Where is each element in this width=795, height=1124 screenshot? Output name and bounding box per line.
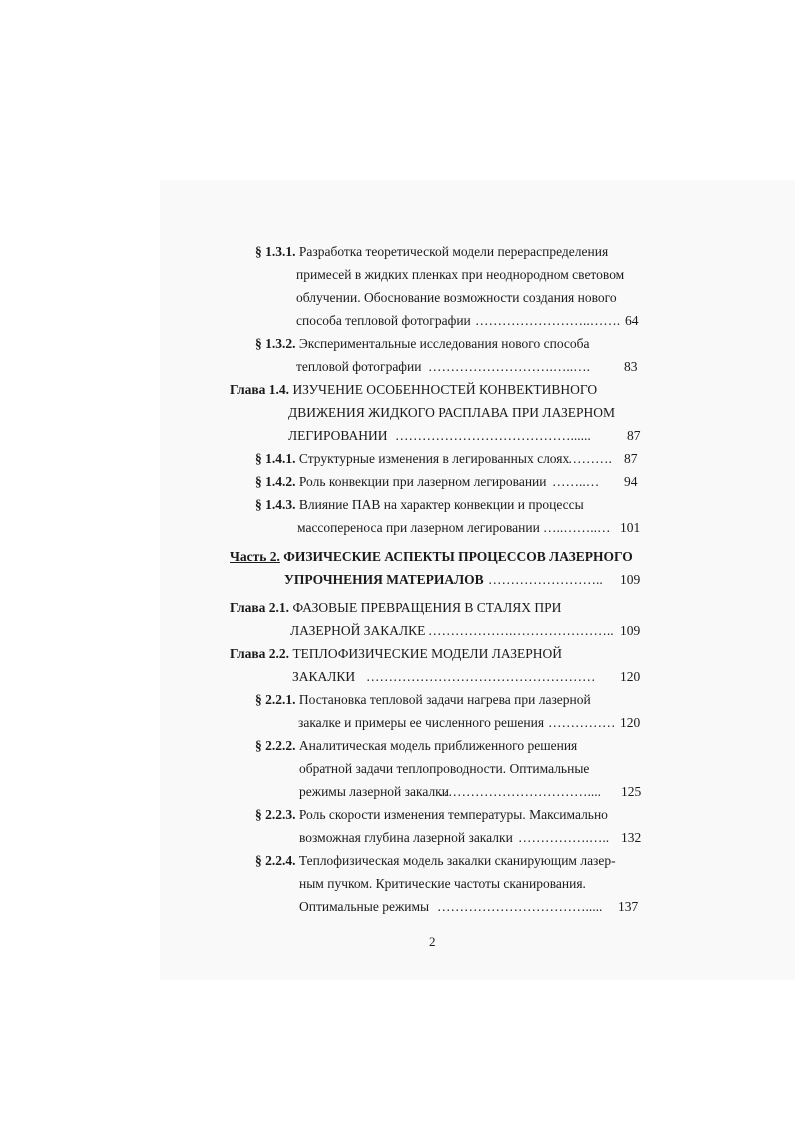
toc-leader-dots: …………………….. xyxy=(488,572,603,587)
toc-part-2-line1 xyxy=(230,545,633,568)
section-title-cont: облучении. Обоснование возможности создания нового xyxy=(296,290,617,305)
page-number: 2 xyxy=(429,934,436,949)
toc-leader-dots: …………… xyxy=(548,715,616,730)
toc-chapter-2-1-line1 xyxy=(230,596,561,619)
chapter-title-cont: ЛЕГИРОВАНИИ xyxy=(288,428,388,443)
section-number: § 1.4.3. xyxy=(255,497,296,512)
toc-entry-2-2-2-line3 xyxy=(299,780,449,803)
part-title-cont: УПРОЧНЕНИЯ МАТЕРИАЛОВ xyxy=(284,572,484,587)
section-title-cont: закалке и примеры ее численного решения xyxy=(298,715,545,730)
section-number: § 1.3.2. xyxy=(255,336,296,351)
section-title-cont: тепловой фотографии xyxy=(296,359,422,374)
toc-entry-1-4-3-line1 xyxy=(255,493,584,516)
chapter-title: ФАЗОВЫЕ ПРЕВРАЩЕНИЯ В СТАЛЯХ ПРИ xyxy=(292,600,562,615)
section-title-cont: ным пучком. Критические частоты сканирования. xyxy=(299,876,586,891)
toc-leader-dots: ……………………..……. xyxy=(475,313,621,328)
section-title: Постановка тепловой задачи нагрева при лазерной xyxy=(298,692,591,707)
toc-leader-dots: …………………………….... xyxy=(439,784,601,799)
toc-entry-2-2-2-line2 xyxy=(299,757,589,780)
section-number: § 1.4.2. xyxy=(255,474,296,489)
section-title-cont: способа тепловой фотографии xyxy=(296,313,471,328)
section-title: Влияние ПАВ на характер конвекции и процессы xyxy=(298,497,584,512)
toc-page-number: 83 xyxy=(624,359,638,374)
section-number: § 2.2.3. xyxy=(255,807,296,822)
toc-page-number: 137 xyxy=(618,899,639,914)
toc-page-number: 109 xyxy=(620,623,641,638)
toc-entry-2-2-4-line1 xyxy=(255,849,616,872)
toc-leader-dots: ……………….………………….. xyxy=(428,623,614,638)
toc-leader-dots: …………….….. xyxy=(518,830,610,845)
toc-leader-dots: ……..… xyxy=(552,474,600,489)
toc-entry-1-3-2-line2 xyxy=(296,355,422,378)
section-title: Разработка теоретической модели перераспределения xyxy=(298,244,609,259)
toc-leader-dots: ………. xyxy=(568,451,612,466)
toc-entry-2-2-1-line2 xyxy=(298,711,544,734)
toc-entry-2-2-2-line1 xyxy=(255,734,577,757)
section-title-cont: обратной задачи теплопроводности. Оптимальные xyxy=(299,761,590,776)
toc-page-number: 120 xyxy=(620,715,641,730)
toc-page-number: 125 xyxy=(621,784,642,799)
chapter-title-cont: ДВИЖЕНИЯ ЖИДКОГО РАСПЛАВА ПРИ ЛАЗЕРНОМ xyxy=(288,405,616,420)
toc-entry-1-3-1-line3 xyxy=(296,286,617,309)
toc-entry-2-2-4-line3 xyxy=(299,895,429,918)
section-title-cont: режимы лазерной закалки xyxy=(299,784,449,799)
section-number: § 2.2.2. xyxy=(255,738,296,753)
toc-entry-2-2-1-line1 xyxy=(255,688,591,711)
toc-page-number: 64 xyxy=(625,313,639,328)
section-number: § 1.4.1. xyxy=(255,451,296,466)
section-number: § 2.2.1. xyxy=(255,692,296,707)
toc-page-number: 94 xyxy=(624,474,638,489)
toc-entry-1-4-2 xyxy=(255,470,547,493)
section-title-cont: возможная глубина лазерной закалки xyxy=(299,830,513,845)
toc-page-number: 120 xyxy=(620,669,641,684)
section-title: Аналитическая модель приближенного решения xyxy=(298,738,578,753)
section-number: § 2.2.4. xyxy=(255,853,296,868)
section-title: Экспериментальные исследования нового способа xyxy=(298,336,590,351)
toc-chapter-1-4-line3 xyxy=(288,424,388,447)
chapter-title: ТЕПЛОФИЗИЧЕСКИЕ МОДЕЛИ ЛАЗЕРНОЙ xyxy=(292,646,563,661)
toc-leader-dots: …………………………………...... xyxy=(395,428,591,443)
toc-chapter-2-2-line1 xyxy=(230,642,562,665)
part-number: Часть 2. xyxy=(230,549,280,564)
toc-entry-1-4-1 xyxy=(255,447,569,470)
toc-page-number: 101 xyxy=(620,520,641,535)
section-title-cont: массопереноса при лазерном легировании xyxy=(297,520,540,535)
toc-leader-dots: ……………………………..... xyxy=(437,899,603,914)
toc-entry-1-3-1-line1 xyxy=(255,240,608,263)
toc-page-number: 109 xyxy=(620,572,641,587)
toc-part-2-line2 xyxy=(284,568,484,591)
section-title-cont: Оптимальные режимы xyxy=(299,899,430,914)
toc-entry-1-3-1-line4 xyxy=(296,309,471,332)
section-title: Роль скорости изменения температуры. Максимально xyxy=(298,807,608,822)
toc-leader-dots: …..……..… xyxy=(543,520,611,535)
toc-entry-2-2-3-line1 xyxy=(255,803,608,826)
toc-page-number: 132 xyxy=(621,830,642,845)
section-title: Структурные изменения в легированных слоях xyxy=(298,451,570,466)
chapter-number: Глава 2.2. xyxy=(230,646,290,661)
toc-chapter-1-4-line2 xyxy=(288,401,615,424)
chapter-number: Глава 2.1. xyxy=(230,600,290,615)
chapter-title-cont: ЛАЗЕРНОЙ ЗАКАЛКЕ xyxy=(290,623,426,638)
section-title-cont: примесей в жидких пленках при неоднородном световом xyxy=(296,267,625,282)
toc-chapter-1-4-line1 xyxy=(230,378,597,401)
section-title: Роль конвекции при лазерном легировании xyxy=(298,474,547,489)
toc-page-number: 87 xyxy=(627,428,641,443)
toc-leader-dots: ……………………….…..…. xyxy=(428,359,590,374)
toc-entry-2-2-4-line2 xyxy=(299,872,586,895)
chapter-number: Глава 1.4. xyxy=(230,382,290,397)
toc-page-number: 87 xyxy=(624,451,638,466)
part-title: ФИЗИЧЕСКИЕ АСПЕКТЫ ПРОЦЕССОВ ЛАЗЕРНОГО xyxy=(283,549,633,564)
section-title: Теплофизическая модель закалки сканирующим лазер- xyxy=(298,853,616,868)
chapter-title-cont: ЗАКАЛКИ xyxy=(292,669,356,684)
toc-chapter-2-2-line2 xyxy=(292,665,355,688)
chapter-title: ИЗУЧЕНИЕ ОСОБЕННОСТЕЙ КОНВЕКТИВНОГО xyxy=(292,382,598,397)
toc-entry-1-3-1-line2 xyxy=(296,263,624,286)
toc-entry-1-3-2-line1 xyxy=(255,332,590,355)
toc-chapter-2-1-line2 xyxy=(290,619,425,642)
toc-entry-1-4-3-line2 xyxy=(297,516,540,539)
toc-leader-dots: …………………………………………… xyxy=(366,669,596,684)
toc-entry-2-2-3-line2 xyxy=(299,826,513,849)
section-number: § 1.3.1. xyxy=(255,244,296,259)
